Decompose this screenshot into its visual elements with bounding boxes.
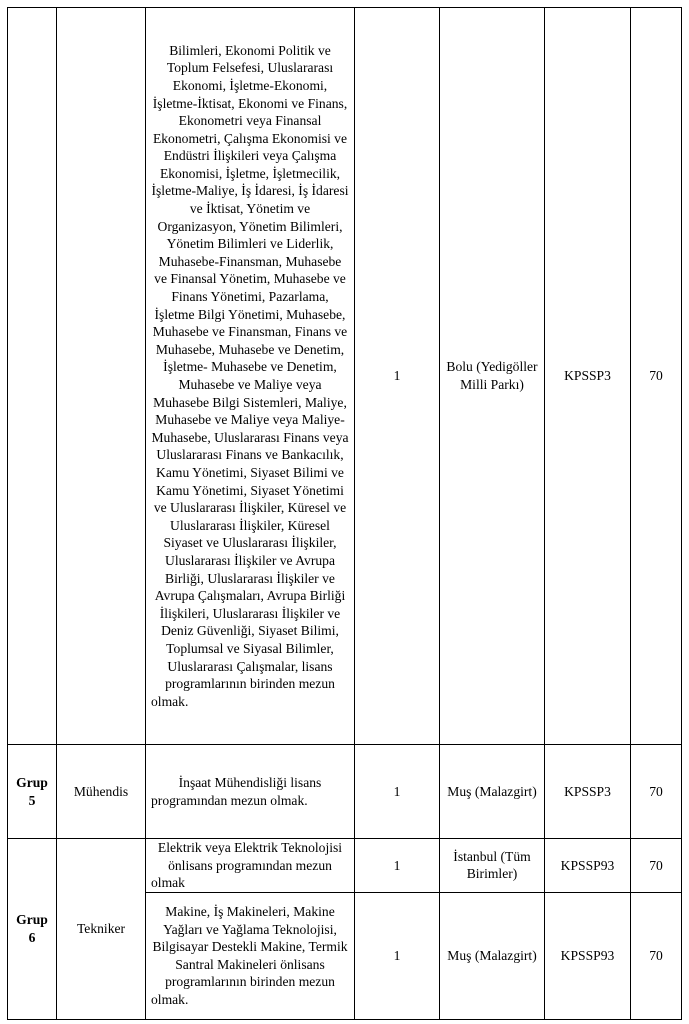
requirement-cell: İnşaat Mühendisliği lisans programından mezun olmak.: [146, 745, 355, 839]
score-cell: 70: [631, 8, 682, 745]
requirement-cell: Makine, İş Makineleri, Makine Yağları ve Yağlama Teknolojisi, Bilgisayar Destekli Makine, Termik Santral Makineleri önlisans programlarının birinden mezun olmak.: [146, 892, 355, 1019]
score-cell: 70: [631, 892, 682, 1019]
count-cell: 1: [355, 839, 440, 893]
location-cell: Muş (Malazgirt): [440, 892, 545, 1019]
title-cell: Mühendis: [57, 745, 146, 839]
exam-cell: KPSSP93: [545, 839, 631, 893]
score-cell: 70: [631, 839, 682, 893]
requirement-cell: Bilimleri, Ekonomi Politik ve Toplum Felsefesi, Uluslararası Ekonomi, İşletme-Ekonomi, İşletme-İktisat, Ekonomi ve Finans, Ekonometri veya Finansal Ekonometri, Çalışma Ekonomisi ve Endüstri İlişkileri veya Çalışma Ekonomisi, İşletme, İşletmecilik, İşletme-Maliye, İş İdaresi, İş İdaresi ve İktisat, Yönetim ve Organizasyon, Yönetim Bilimleri, Yönetim Bilimleri ve Liderlik, Muhasebe-Finansman, Muhasebe ve Finansal Yönetim, Muhasebe ve Finans Yönetimi, Pazarlama, İşletme Bilgi Yönetimi, Muhasebe, Muhasebe ve Finansman, Finans ve Muhasebe, Muhasebe ve Denetim, İşletme- Muhasebe ve Denetim, Muhasebe ve Maliye veya Muhasebe Bilgi Sistemleri, Maliye, Muhasebe ve Maliye veya Maliye-Muhasebe, Uluslararası Finans veya Uluslararası Finans ve Bankacılık, Kamu Yönetimi, Siyaset Bilimi ve Kamu Yönetimi, Siyaset Yönetimi ve Uluslararası İlişkiler, Küresel ve Uluslararası İlişkiler, Küresel Siyaset ve Uluslararası İlişkiler, Uluslararası İlişkiler ve Avrupa Birliği, Uluslararası İlişkiler ve Avrupa Çalışmaları, Avrupa Birliği İlişkileri, Uluslararası İlişkiler ve Deniz Güvenliği, Siyaset Bilimi, Toplumsal ve Siyasal Bilimler, Uluslararası Çalışmalar, lisans programlarının birinden mezun olmak.: [146, 8, 355, 745]
table-row: [8, 839, 682, 893]
count-cell: 1: [355, 892, 440, 1019]
title-cell: [57, 8, 146, 745]
count-cell: 1: [355, 745, 440, 839]
group-cell: [8, 8, 57, 745]
location-cell: Bolu (Yedigöller Milli Parkı): [440, 8, 545, 745]
title-cell: Tekniker: [57, 839, 146, 1020]
score-cell: 70: [631, 745, 682, 839]
requirement-cell: Elektrik veya Elektrik Teknolojisi önlisans programından mezun olmak: [146, 839, 355, 893]
location-cell: Muş (Malazgirt): [440, 745, 545, 839]
positions-table: [7, 7, 682, 1020]
table-row: [8, 8, 682, 745]
exam-cell: KPSSP3: [545, 8, 631, 745]
exam-cell: KPSSP3: [545, 745, 631, 839]
location-cell: İstanbul (Tüm Birimler): [440, 839, 545, 893]
count-cell: 1: [355, 8, 440, 745]
group-cell: Grup 6: [8, 839, 57, 1020]
group-cell: Grup 5: [8, 745, 57, 839]
exam-cell: KPSSP93: [545, 892, 631, 1019]
table-row: [8, 745, 682, 839]
